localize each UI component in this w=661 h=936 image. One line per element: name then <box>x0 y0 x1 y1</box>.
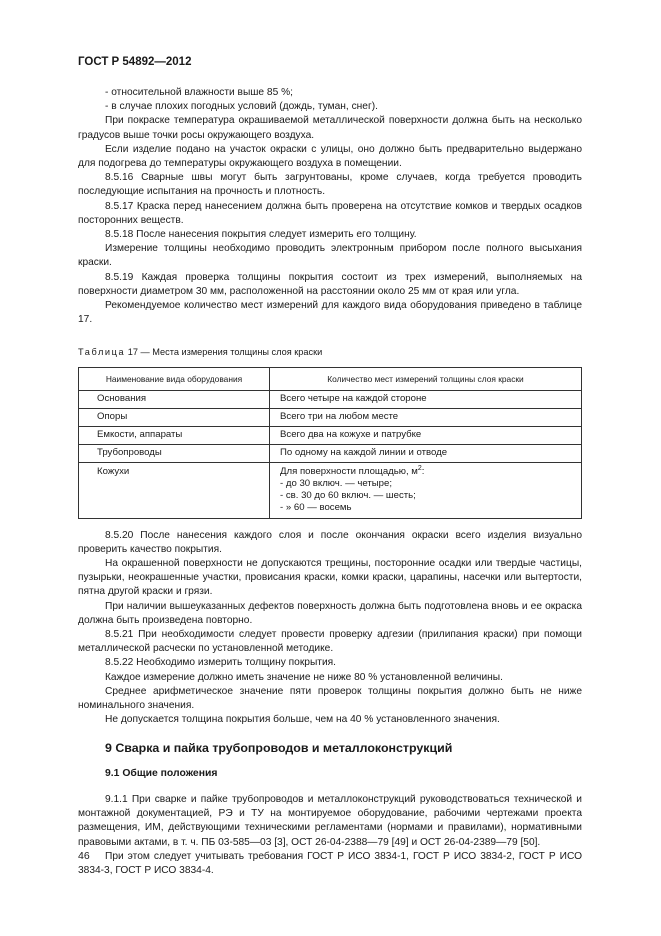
subsection-title: 9.1 Общие положения <box>105 767 218 779</box>
table-caption-text: 17 — Места измерения толщины слоя краски <box>125 347 323 358</box>
paragraph: На окрашенной поверхности не допускаются трещины, посторонние осадки или твердые частицы, пузырьки, неокрашенные участки, провисания краски, комки краски, царапины, насечки или вытертости, пятна другой краски и грязи. <box>78 558 582 598</box>
area-range: - до 30 включ. — четыре; <box>280 477 393 489</box>
clause-8-5-19: 8.5.19 Каждая проверка толщины покрытия состоит из трех измерений, выполняемых на поверхности диаметром 30 мм, расположенной на расстоянии около 25 мм от края или угла. <box>78 271 582 297</box>
table-cell-name: Основания <box>79 390 270 408</box>
table-row <box>79 444 582 462</box>
paragraph: Не допускается толщина покрытия больше, чем на 40 % установленного значения. <box>105 714 500 726</box>
paragraph: Рекомендуемое количество мест измерений для каждого вида оборудования приведено в таблице 17. <box>78 300 582 326</box>
measurement-table <box>78 367 582 519</box>
area-label-colon: : <box>421 465 425 477</box>
clause-8-5-20: 8.5.20 После нанесения каждого слоя и после окончания окраски всего изделия визуально проверить качество покрытия. <box>78 529 582 555</box>
paragraph: Среднее арифметическое значение пяти проверок толщины покрытия должно быть не ниже номинального значения. <box>78 685 582 712</box>
paragraph: Измерение толщины необходимо проводить электронным прибором после полного высыхания краски. <box>78 243 582 269</box>
area-label <box>280 466 571 478</box>
table-caption <box>78 345 582 359</box>
table-row <box>79 426 582 444</box>
table-row <box>79 390 582 408</box>
table-cell-name: Трубопроводы <box>79 444 270 462</box>
table-cell-value: Всего четыре на каждой стороне <box>270 390 582 408</box>
clause-9-1-1: 9.1.1 При сварке и пайке трубопроводов и металлоконструкций руководствоваться технической и монтажной документацией, РЭ и ТУ на монтируемое оборудование, рабочими чертежами проекта размещения, ИМ, действующими техническими регламентами (нормами и правилами), нормативными правовыми актами, в т. ч. ПБ 03-585—03 [3], ОСТ 26-04-2388—79 [49] и ОСТ 26-04-2389—79 [50]. <box>78 793 582 848</box>
area-label-text: Для поверхности площадью, м <box>280 465 418 477</box>
column-header-count: Количество мест измерений толщины слоя краски <box>270 367 582 390</box>
clause-8-5-17: 8.5.17 Краска перед нанесением должна быть проверена на отсутствие комков и твердых осадков посторонних веществ. <box>78 200 582 226</box>
area-range: - св. 30 до 60 включ. — шесть; <box>280 489 416 501</box>
area-unit-exponent: 2 <box>417 464 422 472</box>
paragraph: При этом следует учитывать требования ГОСТ Р ИСО 3834-1, ГОСТ Р ИСО 3834-2, ГОСТ Р ИСО 3834-3, ГОСТ Р ИСО 3834-4. <box>78 850 582 876</box>
table-cell-value: По одному на каждой линии и отводе <box>270 444 582 462</box>
table-cell-name: Кожухи <box>79 462 270 518</box>
clause-8-5-21: 8.5.21 При необходимости следует провести проверку адгезии (прилипания краски) при помощи металлической расчески по установленной методике. <box>78 629 582 655</box>
document-body <box>78 86 582 878</box>
list-item-humidity: - относительной влажности выше 85 %; <box>105 87 293 98</box>
paragraph: При покраске температура окрашиваемой металлической поверхности должна быть на несколько градусов выше точки росы окружающего воздуха. <box>78 115 582 141</box>
table-caption-word: Таблица <box>78 347 126 358</box>
table-header-row <box>79 367 582 390</box>
clause-8-5-18: 8.5.18 После нанесения покрытия следует измерить его толщину. <box>105 229 417 241</box>
area-range: - » 60 — восемь <box>280 501 352 513</box>
table-cell-name: Емкости, аппараты <box>79 426 270 444</box>
document-header: ГОСТ Р 54892—2012 <box>78 56 192 68</box>
clause-8-5-22: 8.5.22 Необходимо измерить толщину покрытия. <box>105 657 336 669</box>
paragraph: Если изделие подано на участок окраски с улицы, оно должно быть предварительно выдержано для подогрева до температуры окружающего воздуха в помещении. <box>78 143 582 170</box>
clause-8-5-16: 8.5.16 Сварные швы могут быть загрунтованы, кроме случаев, когда требуется проводить последующие испытания на прочность и плотность. <box>78 172 582 198</box>
table-cell-value: Всего два на кожухе и патрубке <box>270 426 582 444</box>
list-item-weather: - в случае плохих погодных условий (дождь, туман, снег). <box>105 101 378 113</box>
paragraph: Каждое измерение должно иметь значение не ниже 80 % установленной величины. <box>105 671 503 683</box>
column-header-equipment: Наименование вида оборудования <box>79 367 270 390</box>
paragraph: При наличии вышеуказанных дефектов поверхность должна быть подготовлена вновь и ее окраска должна быть произведена повторно. <box>78 600 582 626</box>
table-cell-name: Опоры <box>79 408 270 426</box>
table-row <box>79 408 582 426</box>
section-title: 9 Сварка и пайка трубопроводов и металлоконструкций <box>105 740 453 755</box>
table-cell-value <box>270 462 582 518</box>
table-cell-value: Всего три на любом месте <box>270 408 582 426</box>
page-number: 46 <box>78 850 90 862</box>
table-row <box>79 462 582 518</box>
